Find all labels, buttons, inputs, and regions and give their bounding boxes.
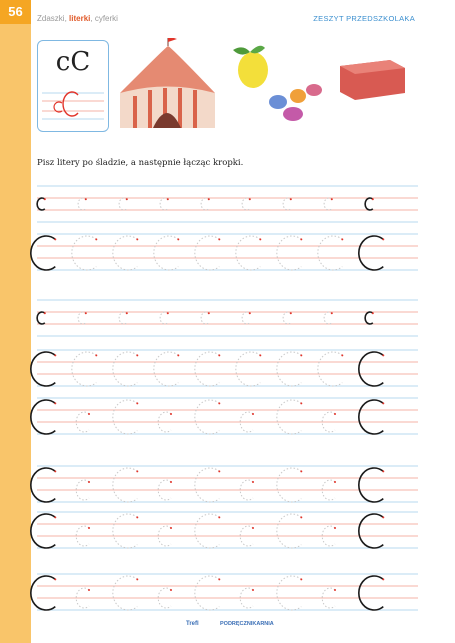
start-dot <box>300 470 302 472</box>
start-dot <box>300 578 302 580</box>
traced-letter <box>359 468 383 502</box>
start-dot <box>136 516 138 518</box>
traced-letter-dotted <box>195 400 219 434</box>
start-dot <box>382 238 384 240</box>
start-dot <box>341 238 343 240</box>
start-dot <box>334 527 336 529</box>
traced-letter <box>37 312 45 324</box>
traced-letter-dotted <box>78 312 86 324</box>
footer <box>0 621 455 639</box>
start-dot <box>167 198 169 200</box>
traced-letter <box>359 236 383 270</box>
start-dot <box>170 481 172 483</box>
start-dot <box>252 527 254 529</box>
traced-letter-dotted <box>113 352 137 386</box>
start-dot <box>85 198 87 200</box>
traced-letter <box>365 312 373 324</box>
traced-letter-dotted <box>318 236 342 270</box>
series-title: ZESZYT PRZEDSZKOLAKA <box>313 14 415 23</box>
traced-letter-dotted <box>277 468 301 502</box>
start-dot <box>331 198 333 200</box>
start-dot <box>88 527 90 529</box>
traced-letter <box>37 198 45 210</box>
start-dot <box>259 238 261 240</box>
start-dot <box>54 578 56 580</box>
start-dot <box>218 578 220 580</box>
traced-letter <box>359 576 383 610</box>
traced-letter-dotted <box>160 312 168 324</box>
traced-letter-dotted <box>283 198 291 210</box>
start-dot <box>382 470 384 472</box>
letter-card-title: cC <box>55 47 91 77</box>
traced-letter-dotted <box>195 352 219 386</box>
start-dot <box>177 238 179 240</box>
start-dot <box>290 312 292 314</box>
traced-letter-dotted <box>119 198 127 210</box>
start-dot <box>300 516 302 518</box>
start-dot <box>126 312 128 314</box>
traced-letter-dotted <box>201 312 209 324</box>
traced-letter-dotted <box>324 198 332 210</box>
traced-letter <box>359 352 383 386</box>
footer-brand-caption: PODRĘCZNIKARNIA <box>220 621 274 627</box>
traced-letter-dotted <box>277 236 301 270</box>
traced-letter <box>31 576 55 610</box>
traced-letter-dotted <box>318 352 342 386</box>
traced-letter <box>31 236 55 270</box>
start-dot <box>218 516 220 518</box>
traced-letter <box>359 400 383 434</box>
breadcrumb-part2: literki <box>69 14 91 23</box>
traced-letter-dotted <box>113 576 137 610</box>
start-dot <box>208 312 210 314</box>
traced-letter-dotted <box>324 312 332 324</box>
traced-letter-dotted <box>201 198 209 210</box>
traced-letter-dotted <box>195 468 219 502</box>
traced-letter-dotted <box>277 514 301 548</box>
start-dot <box>95 354 97 356</box>
start-dot <box>249 198 251 200</box>
page-number: 56 <box>0 0 31 24</box>
traced-letter-dotted <box>154 352 178 386</box>
start-dot <box>334 413 336 415</box>
traced-letter-dotted <box>195 514 219 548</box>
traced-letter-dotted <box>119 312 127 324</box>
start-dot <box>170 589 172 591</box>
instruction-text: Pisz litery po śladzie, a następnie łącząc kropki. <box>37 158 244 168</box>
start-dot <box>249 312 251 314</box>
start-dot <box>54 516 56 518</box>
traced-letter-dotted <box>78 198 86 210</box>
traced-letter-dotted <box>154 236 178 270</box>
start-dot <box>218 354 220 356</box>
traced-letter <box>31 352 55 386</box>
traced-letter-dotted <box>283 312 291 324</box>
start-dot <box>290 198 292 200</box>
traced-letter-dotted <box>113 236 137 270</box>
start-dot <box>218 238 220 240</box>
start-dot <box>88 413 90 415</box>
start-dot <box>334 589 336 591</box>
start-dot <box>126 198 128 200</box>
start-dot <box>382 354 384 356</box>
start-dot <box>382 402 384 404</box>
footer-brand: Trefl <box>186 621 199 627</box>
traced-letter-dotted <box>113 468 137 502</box>
traced-letter-dotted <box>277 352 301 386</box>
start-dot <box>85 312 87 314</box>
start-dot <box>170 527 172 529</box>
start-dot <box>252 481 254 483</box>
start-dot <box>54 354 56 356</box>
traced-letter <box>31 400 55 434</box>
start-dot <box>88 589 90 591</box>
traced-letter-dotted <box>160 198 168 210</box>
start-dot <box>341 354 343 356</box>
start-dot <box>218 402 220 404</box>
traced-letter-dotted <box>236 352 260 386</box>
start-dot <box>218 470 220 472</box>
start-dot <box>136 238 138 240</box>
start-dot <box>300 354 302 356</box>
start-dot <box>136 354 138 356</box>
start-dot <box>259 354 261 356</box>
start-dot <box>95 238 97 240</box>
traced-letter-dotted <box>72 236 96 270</box>
traced-letter <box>31 514 55 548</box>
traced-letter-dotted <box>113 400 137 434</box>
traced-letter-dotted <box>242 312 250 324</box>
start-dot <box>331 312 333 314</box>
traced-letter-dotted <box>195 236 219 270</box>
traced-letter <box>31 468 55 502</box>
start-dot <box>136 578 138 580</box>
start-dot <box>334 481 336 483</box>
start-dot <box>54 238 56 240</box>
start-dot <box>136 470 138 472</box>
start-dot <box>252 413 254 415</box>
start-dot <box>54 402 56 404</box>
traced-letter <box>365 198 373 210</box>
breadcrumb-part1: Zdaszki, <box>37 14 67 23</box>
breadcrumb-part3: , cyferki <box>90 14 118 23</box>
traced-letter-dotted <box>113 514 137 548</box>
start-dot <box>88 481 90 483</box>
start-dot <box>170 413 172 415</box>
traced-letter-dotted <box>277 400 301 434</box>
start-dot <box>167 312 169 314</box>
traced-letter-dotted <box>236 236 260 270</box>
start-dot <box>177 354 179 356</box>
start-dot <box>372 312 374 314</box>
start-dot <box>382 516 384 518</box>
traced-letter-dotted <box>72 352 96 386</box>
start-dot <box>372 198 374 200</box>
start-dot <box>300 402 302 404</box>
traced-letter-dotted <box>242 198 250 210</box>
traced-letter <box>359 514 383 548</box>
start-dot <box>44 198 46 200</box>
traced-letter-dotted <box>195 576 219 610</box>
start-dot <box>208 198 210 200</box>
start-dot <box>252 589 254 591</box>
start-dot <box>300 238 302 240</box>
traced-letter-dotted <box>277 576 301 610</box>
start-dot <box>54 470 56 472</box>
start-dot <box>382 578 384 580</box>
start-dot <box>136 402 138 404</box>
start-dot <box>44 312 46 314</box>
